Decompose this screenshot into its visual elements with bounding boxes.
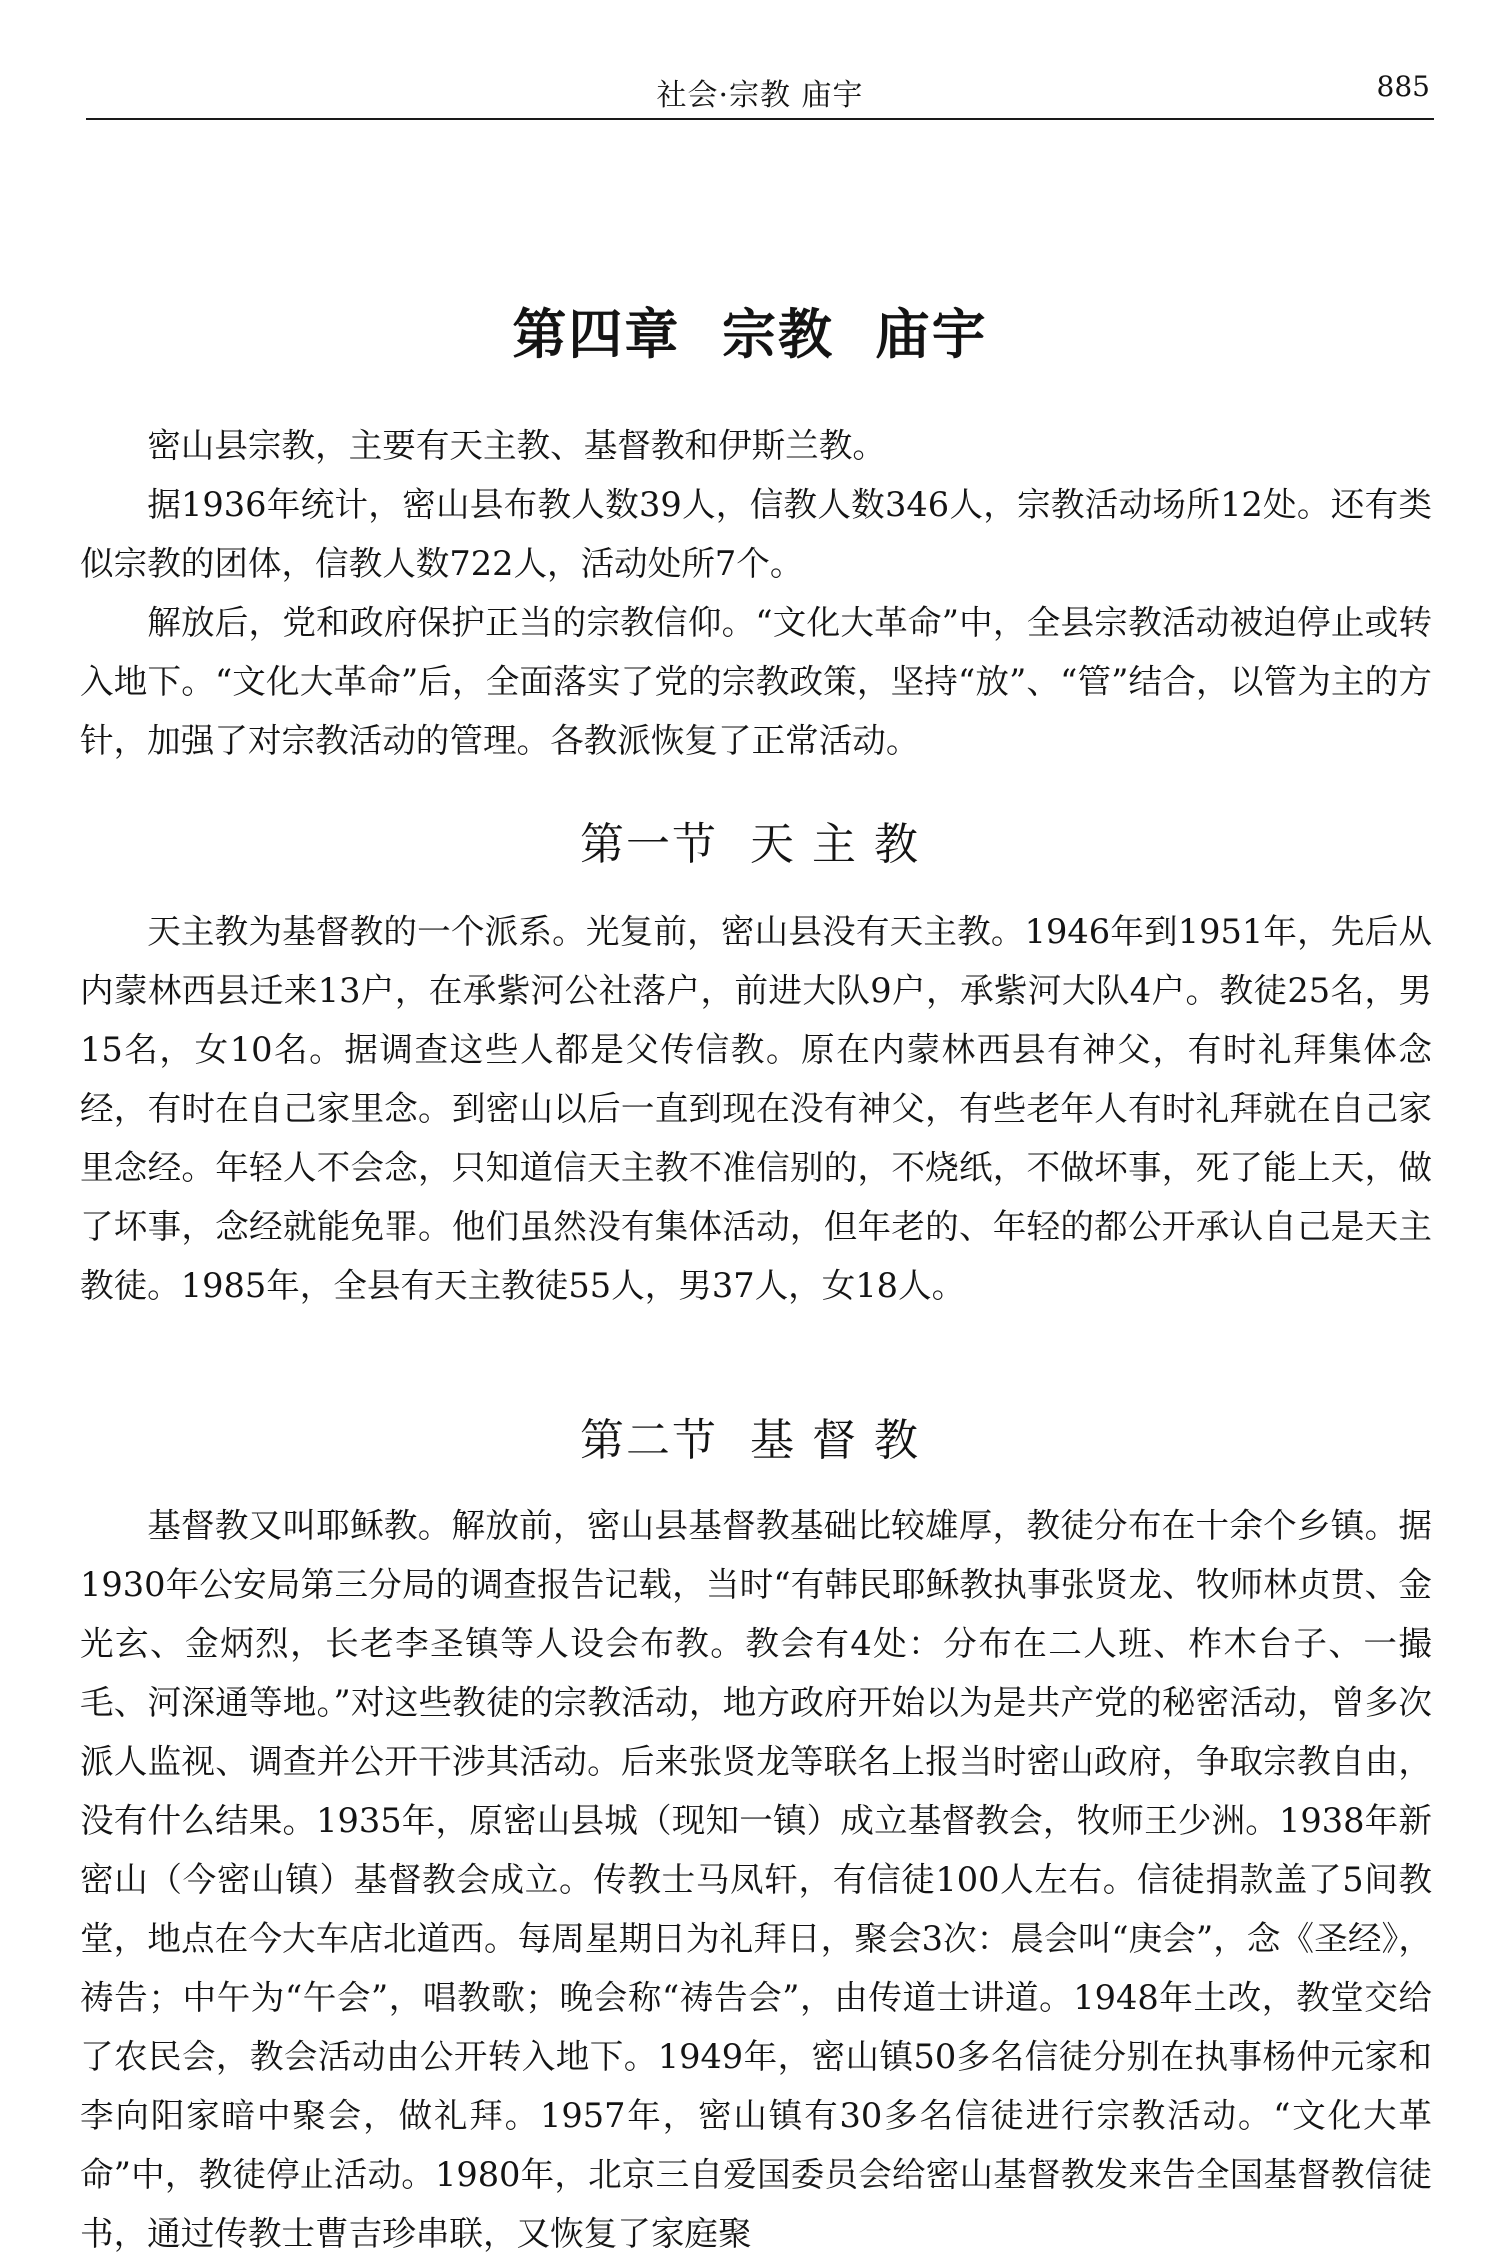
section-title-catholicism: 第一节 天 主 教 — [580, 819, 920, 870]
section-body-christianity — [80, 1496, 1432, 2263]
page-number: 885 — [1376, 70, 1430, 103]
intro-paragraph-1: 密山县宗教，主要有天主教、基督教和伊斯兰教。 — [147, 426, 886, 465]
intro-paragraph-3: 解放后，党和政府保护正当的宗教信仰。“文化大革命”中，全县宗教活动被迫停止或转入地下。“文化大革命”后，全面落实了党的宗教政策，坚持“放”、“管”结合，以管为主的方针，加强了对宗教活动的管理。各教派恢复了正常活动。 — [80, 603, 1432, 760]
running-header — [86, 64, 1434, 120]
chapter-intro — [80, 416, 1432, 770]
chapter-title: 第四章 宗教 庙宇 — [512, 302, 988, 366]
section-title-christianity: 第二节 基 督 教 — [580, 1415, 920, 1466]
running-title: 社会·宗教 庙宇 — [656, 78, 864, 113]
intro-paragraph-2: 据1936年统计，密山县布教人数39人，信教人数346人，宗教活动场所12处。还有类似宗教的团体，信教人数722人，活动处所7个。 — [80, 485, 1432, 583]
christianity-paragraph-1: 基督教又叫耶稣教。解放前，密山县基督教基础比较雄厚，教徒分布在十余个乡镇。据1930年公安局第三分局的调查报告记载，当时“有韩民耶稣教执事张贤龙、牧师林贞贯、金光玄、金炳烈，长老李圣镇等人设会布教。教会有4处：分布在二人班、柞木台子、一撮毛、河深通等地。”对这些教徒的宗教活动，地方政府开始以为是共产党的秘密活动，曾多次派人监视、调查并公开干涉其活动。后来张贤龙等联名上报当时密山政府，争取宗教自由，没有什么结果。1935年，原密山县城（现知一镇）成立基督教会，牧师王少洲。1938年新密山（今密山镇）基督教会成立。传教士马凤轩，有信徒100人左右。信徒捐款盖了5间教堂，地点在今大车店北道西。每周星期日为礼拜日，聚会3次：晨会叫“庚会”，念《圣经》，祷告；中午为“午会”，唱教歌；晚会称“祷告会”，由传道士讲道。1948年土改，教堂交给了农民会，教会活动由公开转入地下。1949年，密山镇50多名信徒分别在执事杨仲元家和李向阳家暗中聚会，做礼拜。1957年，密山镇有30多名信徒进行宗教活动。“文化大革命”中，教徒停止活动。1980年，北京三自爱国委员会给密山基督教发来告全国基督教信徒书，通过传教士曹吉珍串联，又恢复了家庭聚 — [80, 1506, 1432, 2253]
section-body-catholicism — [80, 902, 1432, 1315]
catholicism-paragraph-1: 天主教为基督教的一个派系。光复前，密山县没有天主教。1946年到1951年，先后从内蒙林西县迁来13户，在承紫河公社落户，前进大队9户，承紫河大队4户。教徒25名，男15名，女10名。据调查这些人都是父传信教。原在内蒙林西县有神父，有时礼拜集体念经，有时在自己家里念。到密山以后一直到现在没有神父，有些老年人有时礼拜就在自己家里念经。年轻人不会念，只知道信天主教不准信别的，不烧纸，不做坏事，死了能上天，做了坏事，念经就能免罪。他们虽然没有集体活动，但年老的、年轻的都公开承认自己是天主教徒。1985年，全县有天主教徒55人，男37人，女18人。 — [80, 912, 1432, 1305]
header-rule — [86, 118, 1434, 120]
